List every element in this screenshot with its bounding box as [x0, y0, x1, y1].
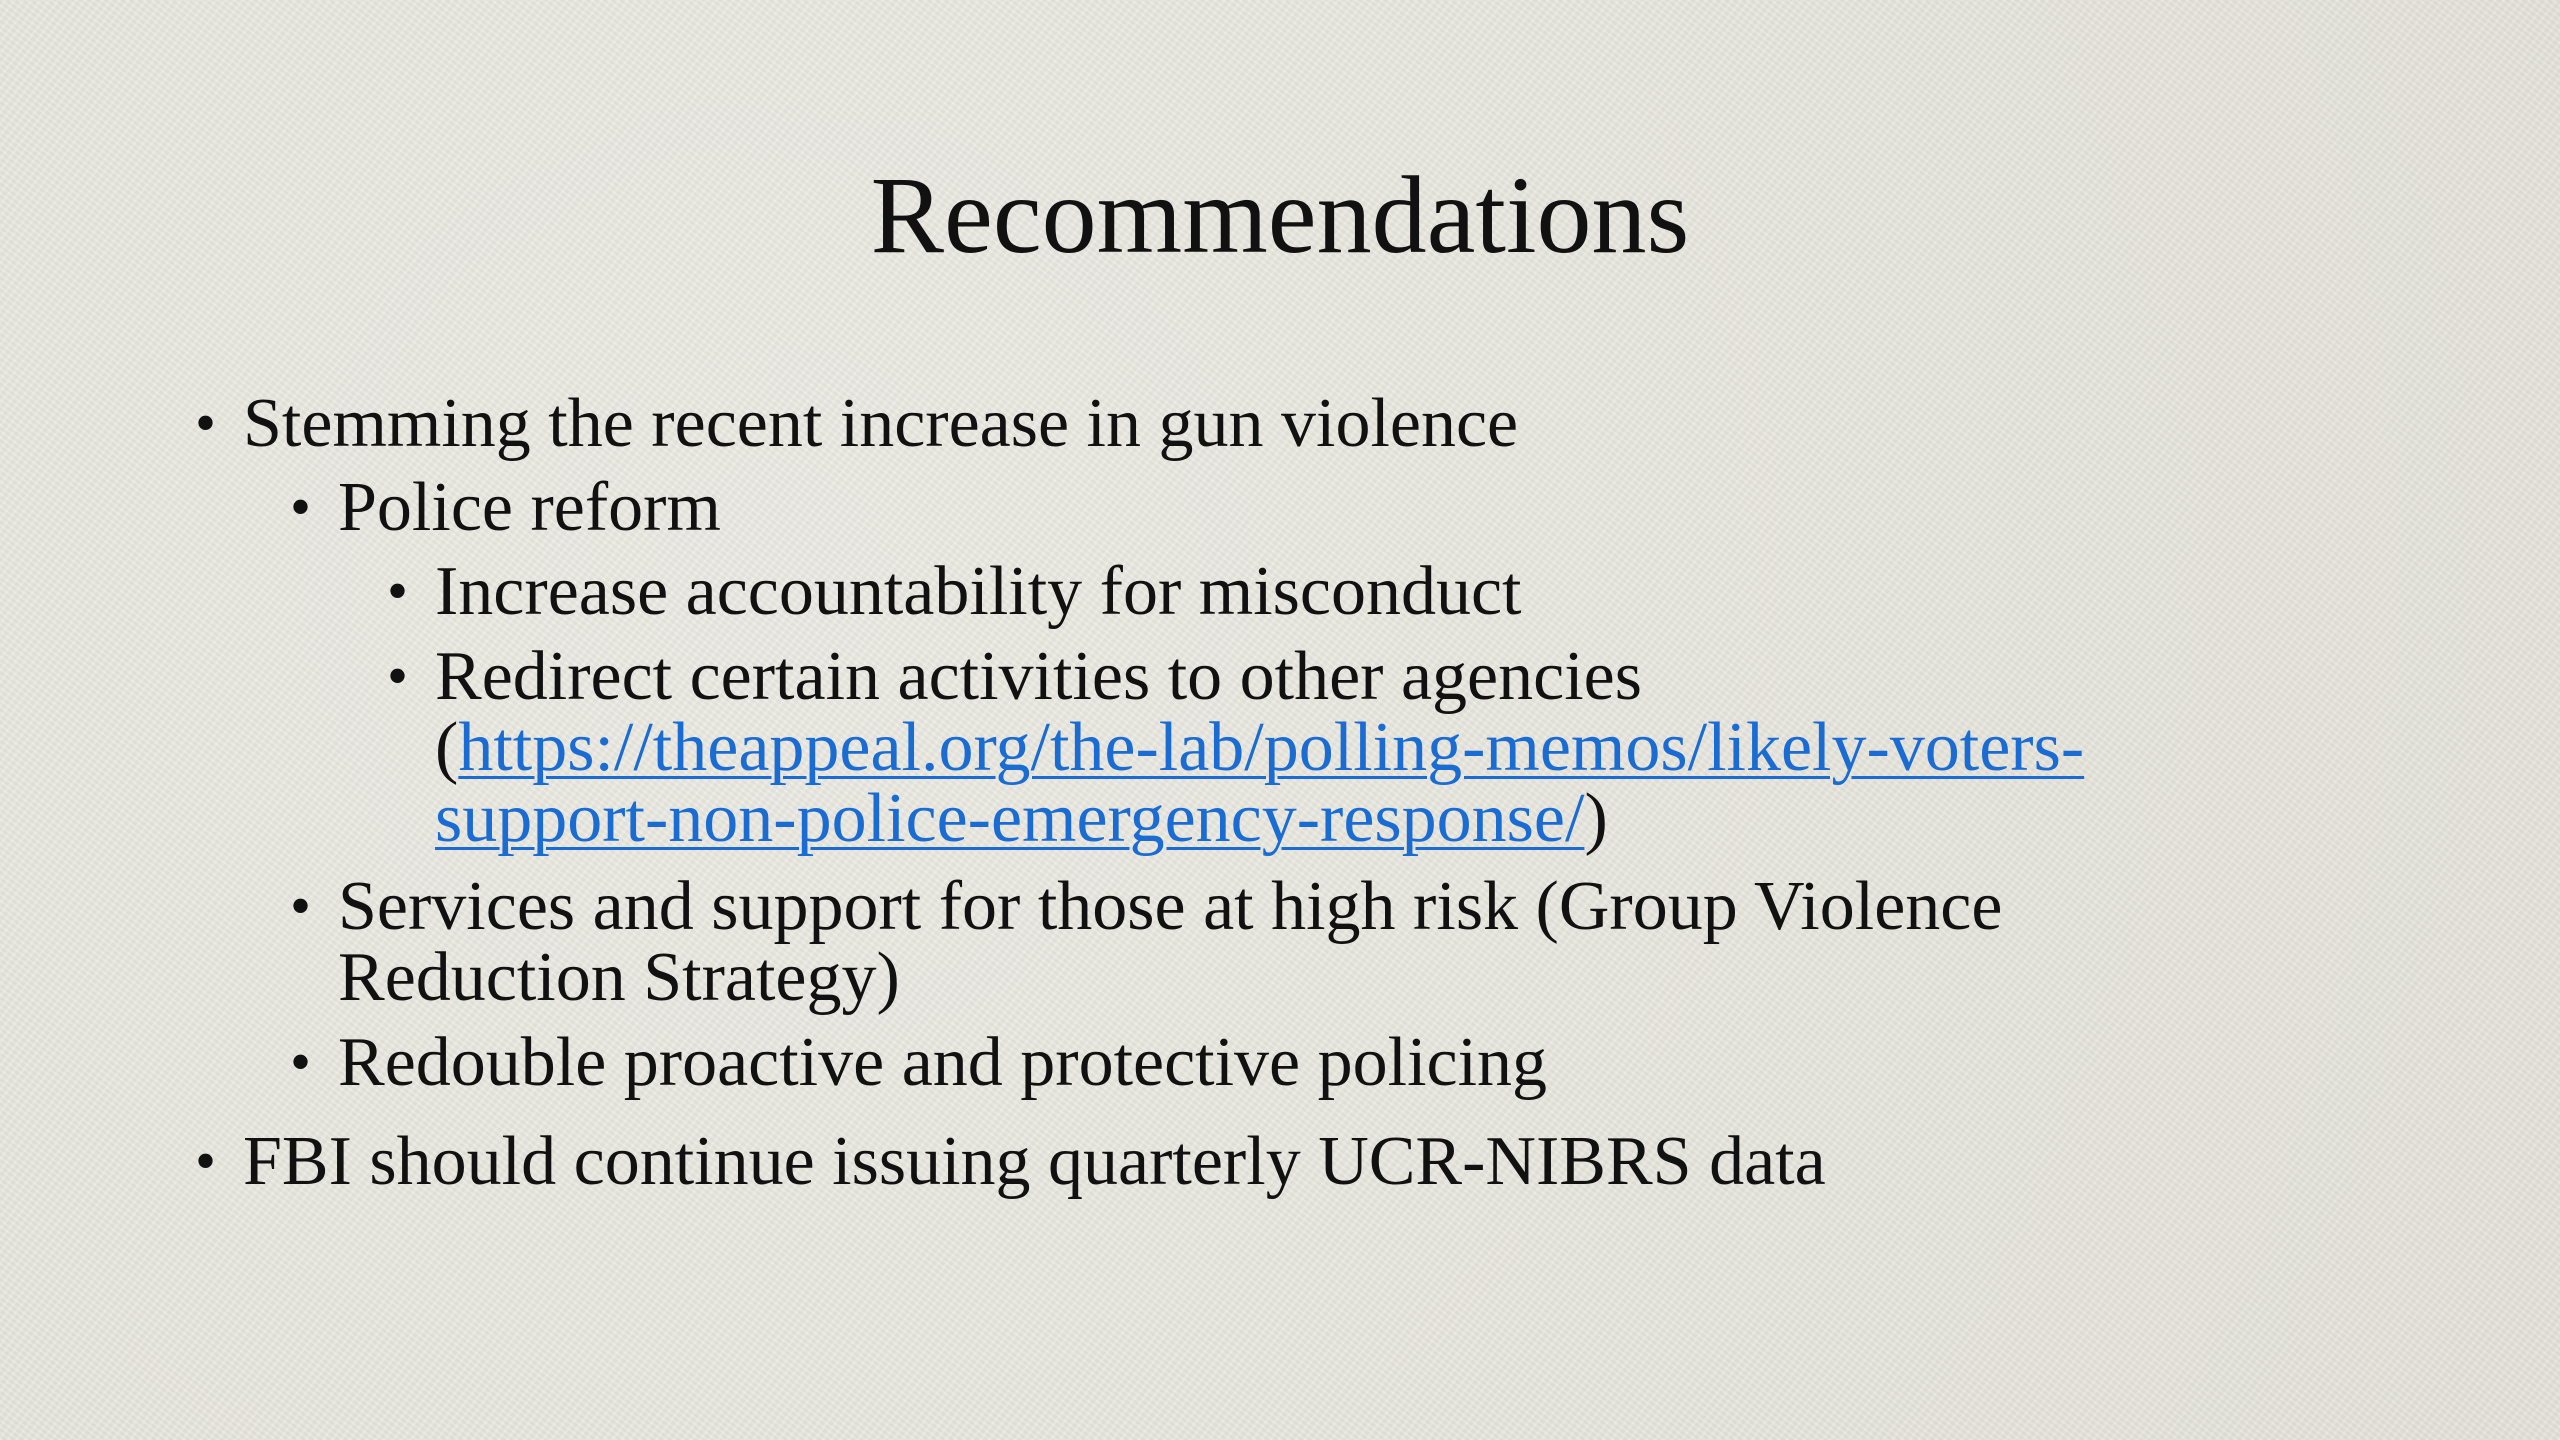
bullet-text: Redirect certain activities to other agencies — [435, 638, 1642, 715]
bullet-icon: • — [290, 474, 312, 540]
bullet-text: Redouble proactive and protective policing — [338, 1024, 1548, 1101]
bullet-text: Police reform — [338, 469, 721, 546]
bullet-icon: • — [290, 873, 312, 939]
bullet-icon: • — [290, 1029, 312, 1095]
bullet-text: Increase accountability for misconduct — [435, 553, 1522, 630]
bullet-fbi-data — [195, 1123, 2243, 1200]
bullet-link-line — [435, 780, 2265, 857]
bullet-icon: • — [195, 390, 217, 456]
bullet-text: Services and support for those at high risk (Group Violence — [338, 868, 2003, 945]
bullet-text-continued: Reduction Strategy) — [338, 939, 900, 1016]
bullet-icon: • — [387, 643, 409, 709]
bullet-redirect-activities — [387, 638, 2265, 857]
bullet-accountability — [387, 553, 2265, 630]
slide-title: Recommendations — [870, 154, 1690, 276]
bullet-gun-violence — [195, 385, 2243, 462]
bullet-text: Stemming the recent increase in gun violence — [243, 385, 1519, 462]
bullet-icon: • — [387, 558, 409, 624]
source-link-continued[interactable]: support-non-police-emergency-response/ — [435, 780, 1585, 857]
bullet-proactive-policing — [290, 1024, 2238, 1101]
source-link[interactable]: https://theappeal.org/the-lab/polling-memos/likely-voters- — [458, 709, 2085, 786]
bullet-police-reform — [290, 469, 2238, 546]
bullet-link-line — [435, 709, 2265, 786]
bullet-services-support — [290, 868, 2238, 1016]
close-paren: ) — [1584, 780, 1608, 857]
bullet-icon: • — [195, 1128, 217, 1194]
bullet-text: FBI should continue issuing quarterly UCR-NIBRS data — [243, 1123, 1826, 1200]
open-paren: ( — [435, 709, 459, 786]
